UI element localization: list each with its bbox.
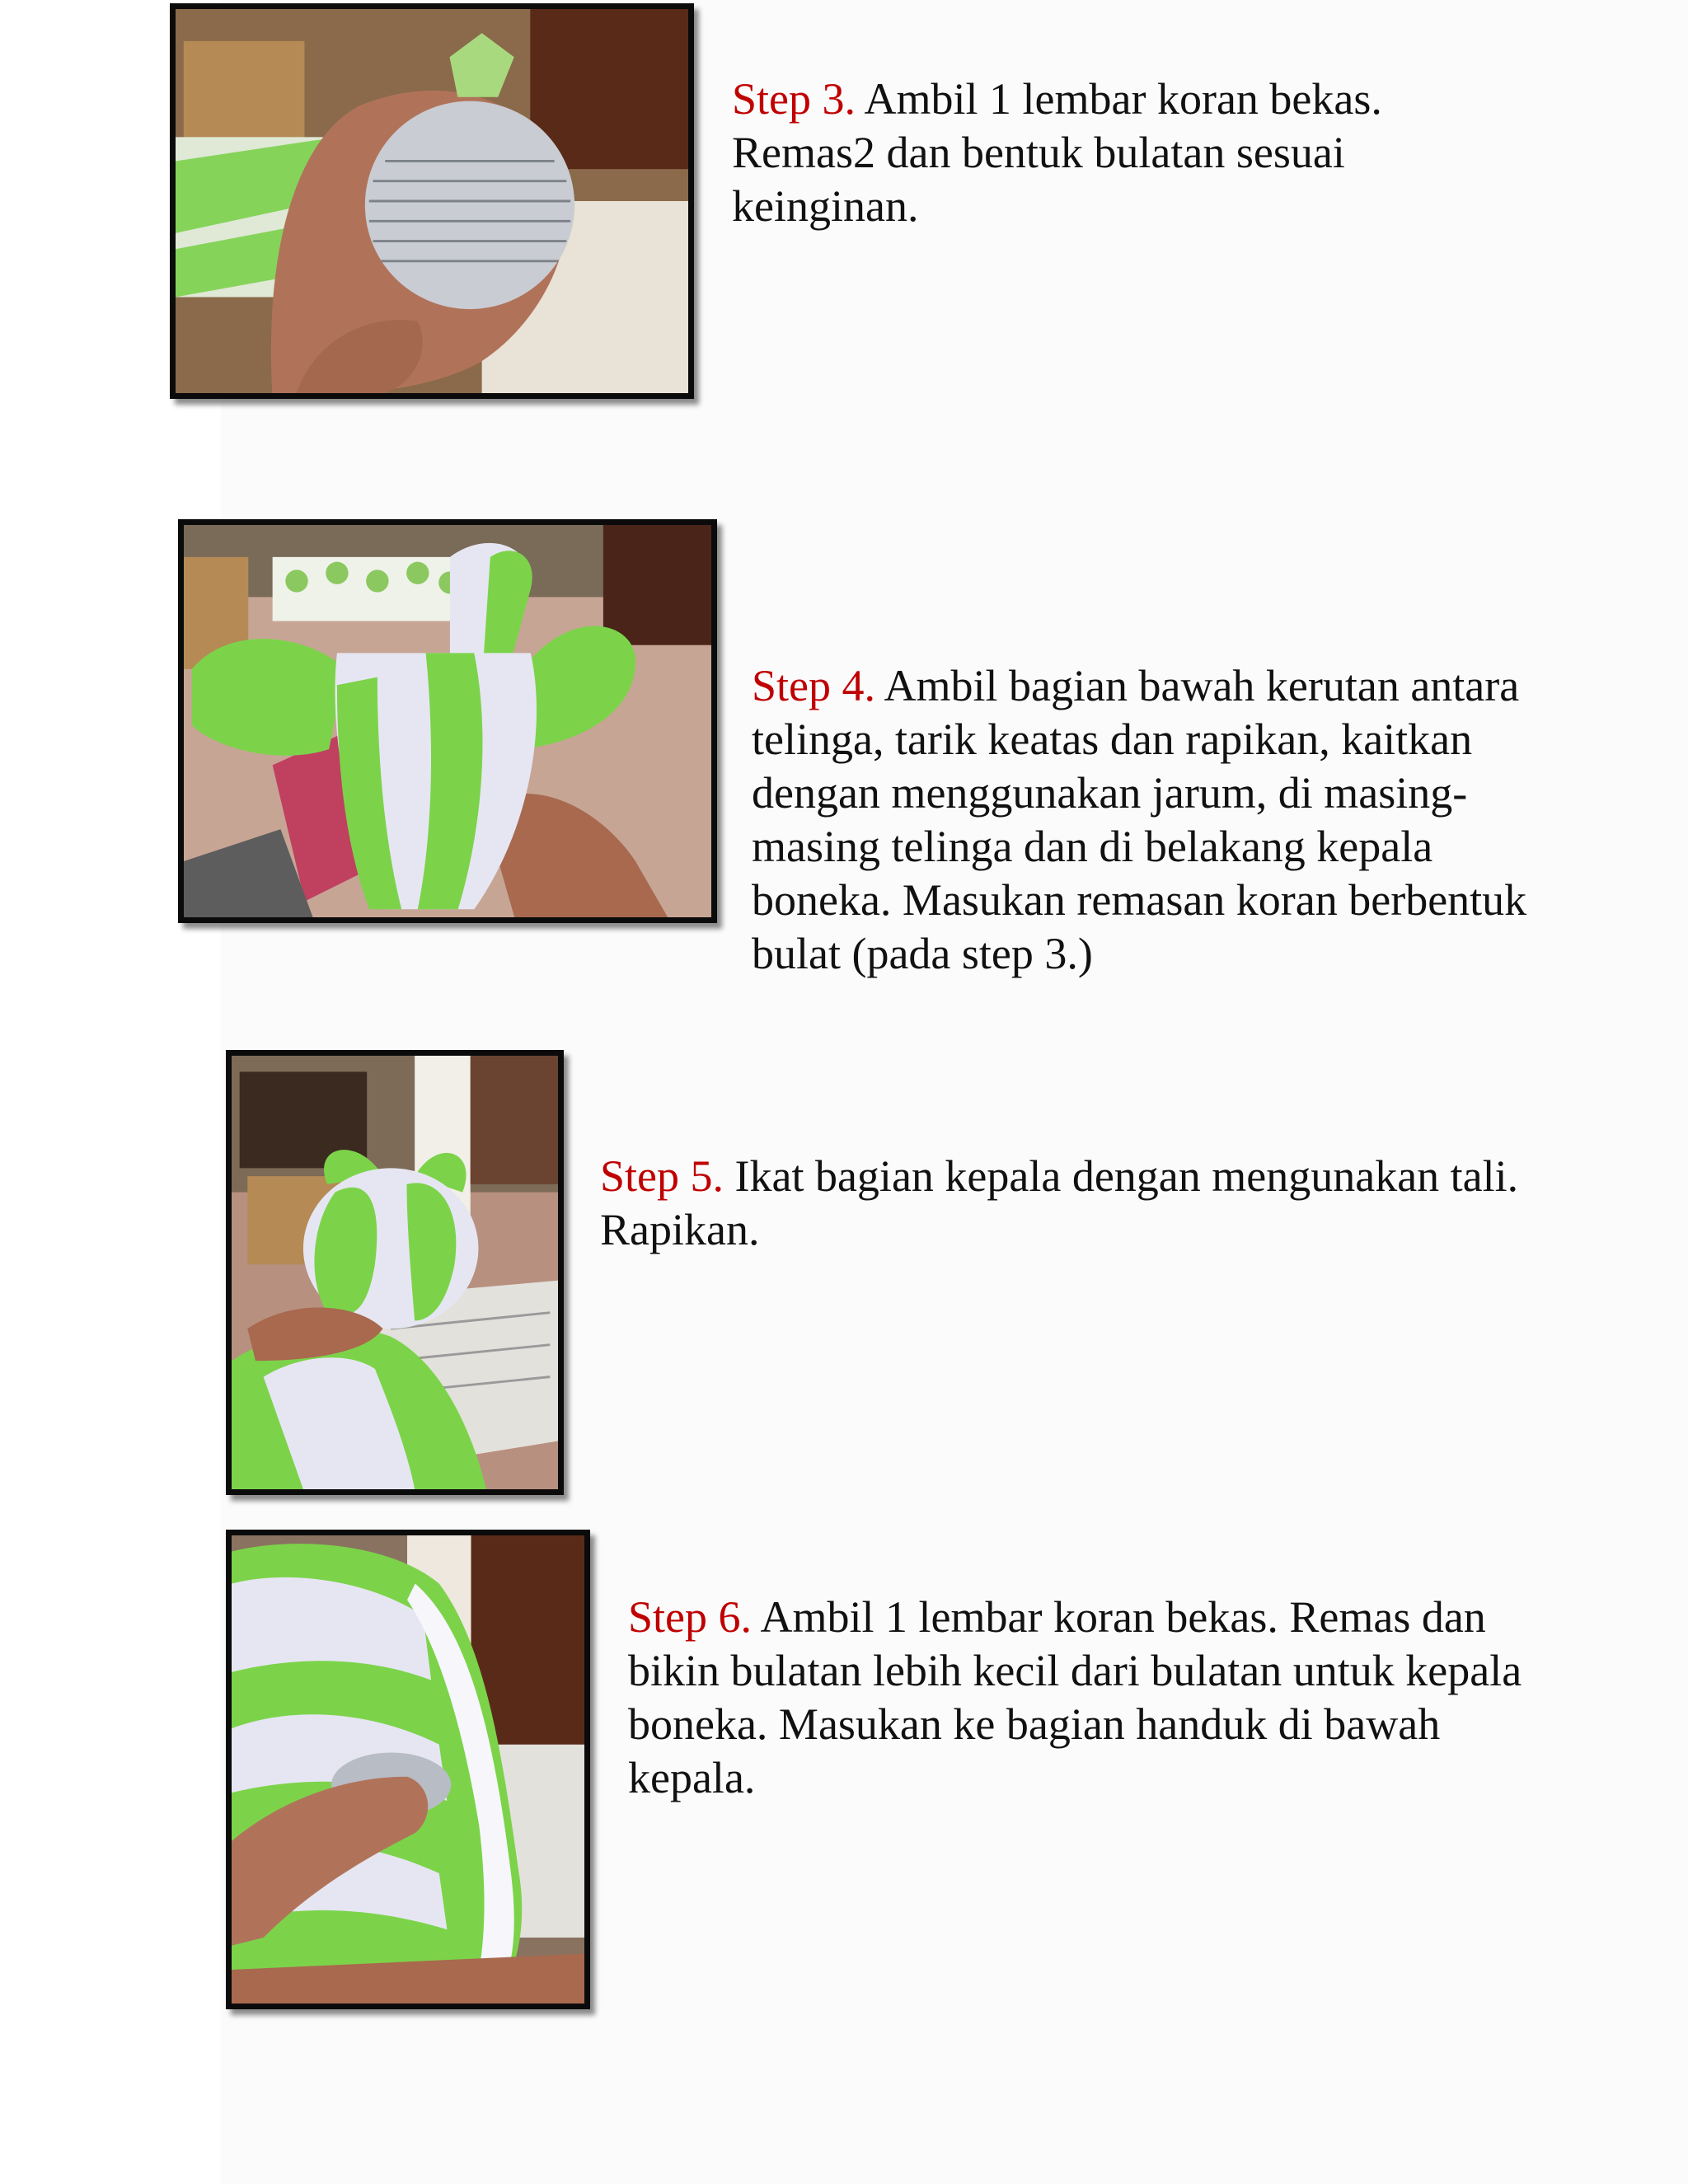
step-5-text: Ikat bagian kepala dengan mengunakan tali. Rapikan. (600, 1151, 1519, 1254)
step-4-text: Ambil bagian bawah kerutan antara telinga, tarik keatas dan rapikan, kaitkan dengan menggunakan jarum, di masing-masing telinga dan di belakang kepala boneka. Masukan remasan koran berbentuk bulat (pada step 3.) (752, 661, 1527, 978)
step-3-text: Ambil 1 lembar koran bekas. Remas2 dan bentuk bulatan sesuai keinginan. (732, 74, 1382, 231)
step-4-label: Step 4. (752, 661, 876, 710)
step-5-label: Step 5. (600, 1151, 724, 1201)
step-5 (600, 1150, 1548, 1257)
step-6-text: Ambil 1 lembar koran bekas. Remas dan bikin bulatan lebih kecil dari bulatan untuk kepala boneka. Masukan ke bagian handuk di bawah kepala. (628, 1592, 1522, 1802)
step-3 (732, 73, 1441, 233)
step-4 (752, 659, 1543, 981)
step-6 (628, 1591, 1576, 1805)
step-6-photo (226, 1530, 590, 2009)
step-6-label: Step 6. (628, 1592, 753, 1642)
step-3-label: Step 3. (732, 74, 856, 124)
step-4-photo (178, 519, 717, 923)
step-5-photo (226, 1050, 564, 1495)
step-3-photo (170, 3, 694, 399)
